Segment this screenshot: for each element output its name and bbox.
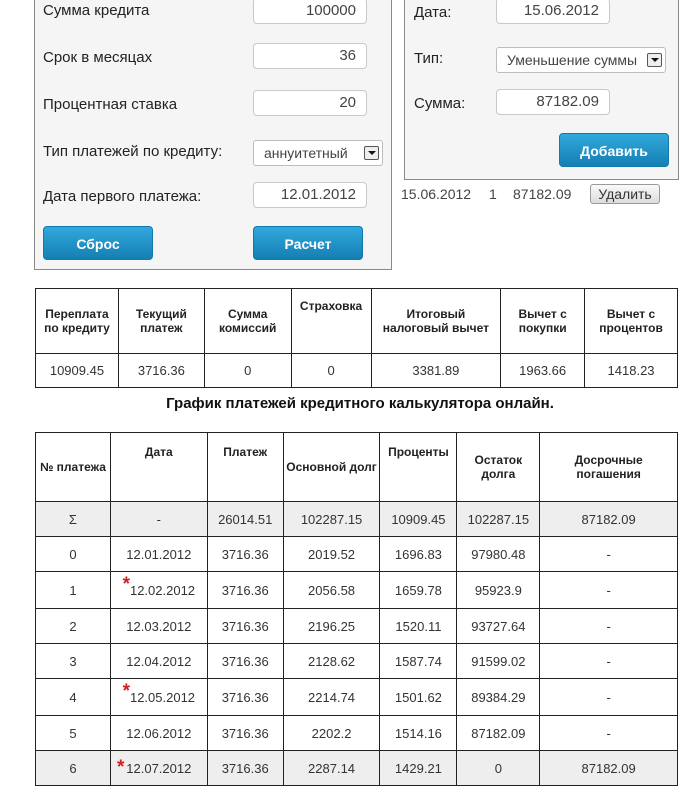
- schedule-cell: 2056.58: [283, 572, 380, 609]
- summary-cell: 1963.66: [501, 354, 585, 388]
- summary-header-cell: Итоговый налоговый вычет: [371, 289, 501, 354]
- schedule-header-cell: Дата: [110, 433, 207, 502]
- schedule-cell: 3716.36: [207, 572, 283, 609]
- schedule-cell: 1429.21: [380, 751, 457, 786]
- schedule-date-cell: [110, 572, 207, 609]
- repayment-type-label: Тип:: [414, 50, 444, 67]
- summary-cell: 1418.23: [585, 354, 678, 388]
- schedule-cell: 87182.09: [457, 716, 540, 751]
- loan-amount-input[interactable]: 100000: [253, 0, 367, 24]
- schedule-cell: 0: [457, 751, 540, 786]
- first-payment-date-input[interactable]: 12.01.2012: [253, 182, 367, 208]
- first-payment-label: Дата первого платежа:: [43, 188, 202, 205]
- early-repayment-panel: [404, 0, 679, 180]
- schedule-cell: 1: [36, 572, 111, 609]
- schedule-header-cell: Остаток долга: [457, 433, 540, 502]
- schedule-cell: 2214.74: [283, 679, 380, 716]
- schedule-cell: 102287.15: [283, 502, 380, 537]
- schedule-cell: 97980.48: [457, 537, 540, 572]
- schedule-header-cell: Основной долг: [283, 433, 380, 502]
- schedule-date: 12.05.2012: [129, 689, 196, 705]
- table-row: [36, 609, 678, 644]
- summary-header-cell: Сумма комиссий: [204, 289, 291, 354]
- schedule-header-cell: Платеж: [207, 433, 283, 502]
- schedule-cell: 3716.36: [207, 537, 283, 572]
- repayment-entry-date: 15.06.2012: [401, 186, 472, 202]
- schedule-header-row: [36, 433, 678, 502]
- term-input[interactable]: 36: [253, 43, 367, 69]
- repayment-amount-label: Сумма:: [414, 95, 466, 112]
- summary-cell: 0: [204, 354, 291, 388]
- schedule-cell: 1696.83: [380, 537, 457, 572]
- schedule-cell: -: [540, 716, 678, 751]
- schedule-header-cell: Проценты: [380, 433, 457, 502]
- schedule-cell: 1520.11: [380, 609, 457, 644]
- schedule-cell: 2287.14: [283, 751, 380, 786]
- summary-value-row: [36, 354, 678, 388]
- schedule-cell: Σ: [36, 502, 111, 537]
- table-row: [36, 537, 678, 572]
- summary-header-row: [36, 289, 678, 354]
- summary-cell: 3716.36: [118, 354, 204, 388]
- schedule-header-cell: № платежа: [36, 433, 111, 502]
- summary-header-cell: Переплата по кредиту: [36, 289, 119, 354]
- table-row: [36, 502, 678, 537]
- schedule-cell: 12.06.2012: [110, 716, 207, 751]
- payment-type-label: Тип платежей по кредиту:: [43, 143, 223, 160]
- repayment-date-label: Дата:: [414, 4, 452, 21]
- summary-cell: 0: [291, 354, 371, 388]
- schedule-cell: 2019.52: [283, 537, 380, 572]
- schedule-cell: 2: [36, 609, 111, 644]
- schedule-cell: -: [540, 572, 678, 609]
- schedule-cell: 1501.62: [380, 679, 457, 716]
- table-row: [36, 644, 678, 679]
- schedule-cell: 12.04.2012: [110, 644, 207, 679]
- schedule-cell: 4: [36, 679, 111, 716]
- chevron-down-icon[interactable]: [647, 53, 662, 67]
- calculate-button[interactable]: Расчет: [253, 226, 363, 260]
- schedule-cell: 5: [36, 716, 111, 751]
- schedule-cell: 1514.16: [380, 716, 457, 751]
- schedule-cell: 87182.09: [540, 502, 678, 537]
- schedule-cell: 6: [36, 751, 111, 786]
- summary-cell: 10909.45: [36, 354, 119, 388]
- schedule-cell: 3716.36: [207, 751, 283, 786]
- chevron-down-icon[interactable]: [364, 146, 379, 160]
- early-repayment-star: *: [117, 757, 125, 778]
- repayment-entry-amount: 87182.09: [513, 186, 572, 202]
- add-repayment-button[interactable]: Добавить: [559, 133, 669, 167]
- schedule-cell: -: [540, 609, 678, 644]
- summary-header-cell: Текущий платеж: [118, 289, 204, 354]
- schedule-cell: 3716.36: [207, 716, 283, 751]
- schedule-table: [35, 432, 678, 786]
- schedule-cell: 12.01.2012: [110, 537, 207, 572]
- repayment-type-value: Уменьшение суммы: [507, 52, 638, 68]
- delete-repayment-button[interactable]: Удалить: [590, 184, 660, 204]
- schedule-cell: 93727.64: [457, 609, 540, 644]
- schedule-cell: 3716.36: [207, 644, 283, 679]
- schedule-cell: -: [540, 644, 678, 679]
- schedule-cell: -: [540, 679, 678, 716]
- schedule-date-cell: [110, 679, 207, 716]
- schedule-cell: 2128.62: [283, 644, 380, 679]
- schedule-cell: 87182.09: [540, 751, 678, 786]
- table-row: [36, 716, 678, 751]
- summary-header-cell: Вычет с процентов: [585, 289, 678, 354]
- rate-label: Процентная ставка: [43, 96, 178, 113]
- schedule-cell: 1587.74: [380, 644, 457, 679]
- table-continuation: [35, 764, 678, 771]
- schedule-cell: 102287.15: [457, 502, 540, 537]
- schedule-cell: -: [540, 537, 678, 572]
- schedule-cell: 12.07.2012: [110, 751, 207, 786]
- early-repayment-star: *: [122, 680, 130, 702]
- summary-cell: 3381.89: [371, 354, 501, 388]
- schedule-cell: 3716.36: [207, 679, 283, 716]
- schedule-cell: 3: [36, 644, 111, 679]
- repayment-amount-input[interactable]: 87182.09: [496, 89, 610, 115]
- table-row: [36, 679, 678, 716]
- repayment-entry-number: 1: [489, 186, 497, 202]
- loan-form-panel: [34, 0, 392, 270]
- early-repayment-star: *: [122, 573, 130, 595]
- schedule-cell: -: [110, 502, 207, 537]
- schedule-cell: 89384.29: [457, 679, 540, 716]
- schedule-title: График платежей кредитного калькулятора онлайн.: [166, 395, 554, 412]
- schedule-cell: 91599.02: [457, 644, 540, 679]
- schedule-date: 12.02.2012: [129, 582, 196, 598]
- payment-type-value: аннуитетный: [264, 145, 348, 161]
- schedule-cell: 26014.51: [207, 502, 283, 537]
- repayment-date-input[interactable]: 15.06.2012: [496, 0, 610, 24]
- summary-header-cell: Страховка: [291, 289, 371, 354]
- schedule-cell: 3716.36: [207, 609, 283, 644]
- summary-header-cell: Вычет с покупки: [501, 289, 585, 354]
- schedule-cell: 1659.78: [380, 572, 457, 609]
- schedule-header-cell: Досрочные погашения: [540, 433, 678, 502]
- term-label: Срок в месяцах: [43, 49, 153, 66]
- schedule-cell: 2202.2: [283, 716, 380, 751]
- table-row: [36, 572, 678, 609]
- schedule-cell: 0: [36, 537, 111, 572]
- payment-type-select[interactable]: [253, 140, 383, 166]
- schedule-cell: 95923.9: [457, 572, 540, 609]
- reset-button[interactable]: Сброс: [43, 226, 153, 260]
- loan-amount-label: Сумма кредита: [43, 2, 150, 19]
- schedule-cell: 2196.25: [283, 609, 380, 644]
- summary-table: [35, 288, 678, 388]
- rate-input[interactable]: 20: [253, 90, 367, 116]
- repayment-type-select[interactable]: [496, 47, 666, 73]
- schedule-cell: 12.03.2012: [110, 609, 207, 644]
- schedule-cell: 10909.45: [380, 502, 457, 537]
